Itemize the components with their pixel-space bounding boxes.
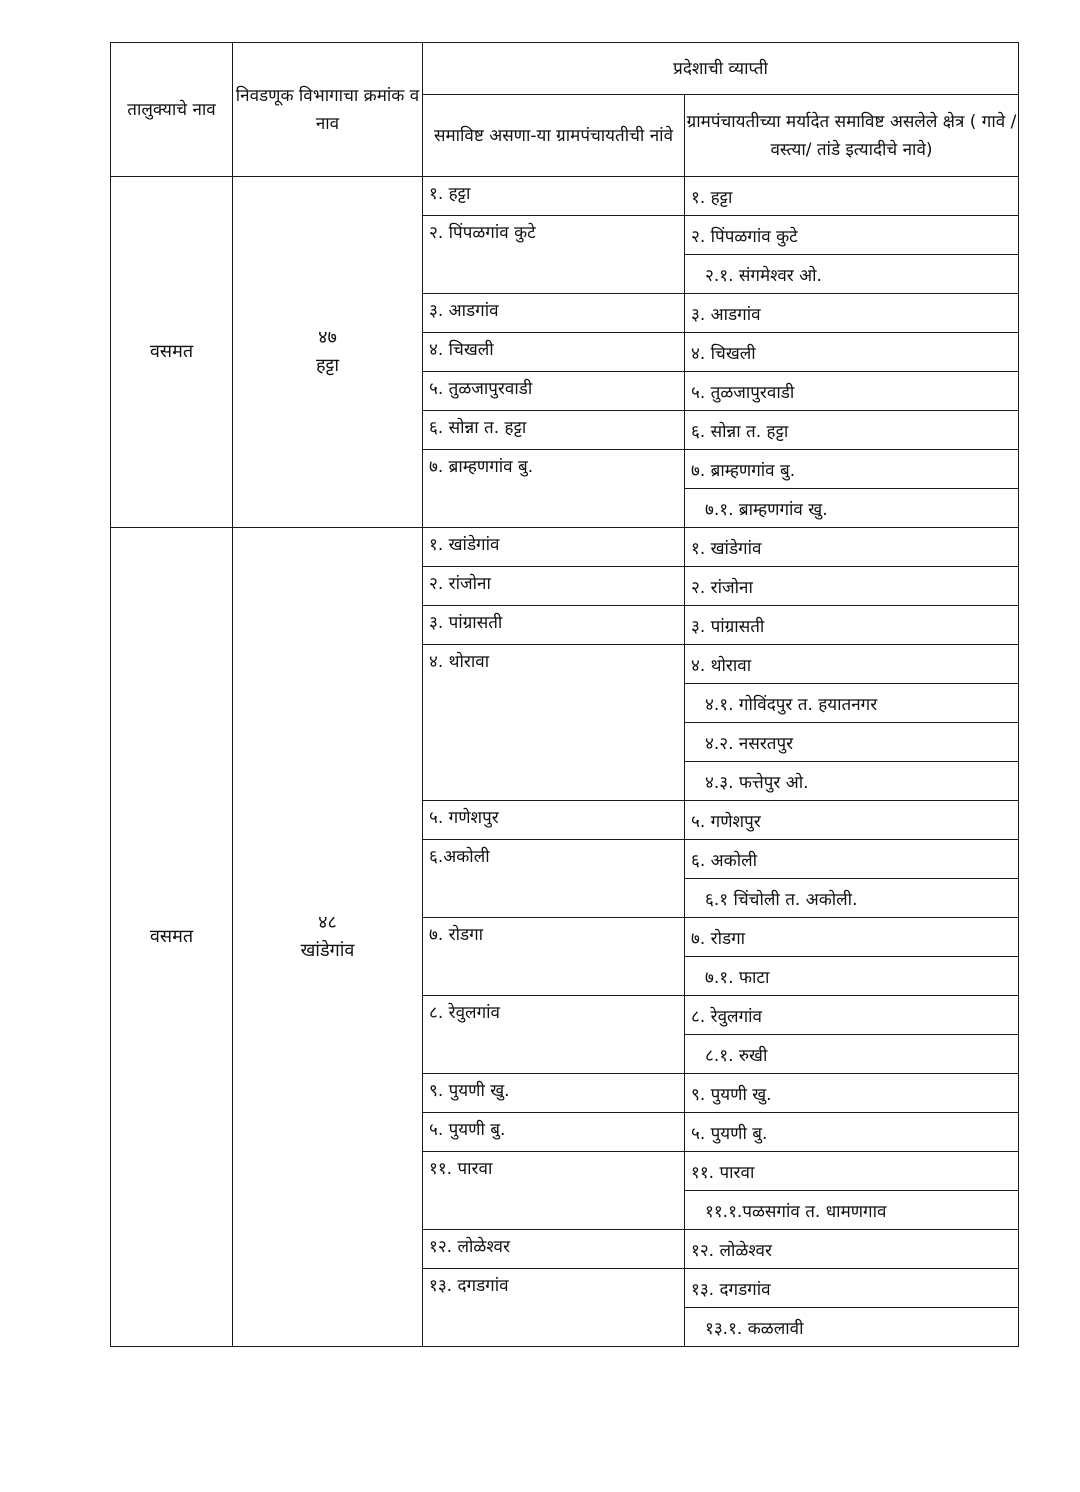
gram-panchayat-cell: १. हट्टा <box>423 177 685 216</box>
area-cell: १३. दगडगांव <box>685 1269 1019 1308</box>
header-division: निवडणूक विभागाचा क्रमांक व नाव <box>233 43 423 177</box>
gram-panchayat-cell: ५. पुयणी बु. <box>423 1113 685 1152</box>
header-taluka: तालुक्याचे नाव <box>111 43 233 177</box>
area-cell: ४.२. नसरतपुर <box>685 723 1019 762</box>
area-cell: १३.१. कळलावी <box>685 1308 1019 1347</box>
area-cell: १. खांडेगांव <box>685 528 1019 567</box>
gram-panchayat-cell: ७. रोडगा <box>423 918 685 996</box>
area-cell: ३. आडगांव <box>685 294 1019 333</box>
area-cell: ४. थोरावा <box>685 645 1019 684</box>
area-cell: ६. अकोली <box>685 840 1019 879</box>
area-cell: ११. पारवा <box>685 1152 1019 1191</box>
gram-panchayat-cell: ५. गणेशपुर <box>423 801 685 840</box>
taluka-name: वसमत <box>149 926 194 947</box>
area-cell: ५. तुळजापुरवाडी <box>685 372 1019 411</box>
area-cell: ६. सोन्ना त. हट्टा <box>685 411 1019 450</box>
area-cell: २. रांजोना <box>685 567 1019 606</box>
gram-panchayat-cell: ९. पुयणी खु. <box>423 1074 685 1113</box>
table-row <box>111 177 1019 216</box>
gram-panchayat-cell: ३. आडगांव <box>423 294 685 333</box>
area-cell: ७. ब्राम्हणगांव बु. <box>685 450 1019 489</box>
area-cell: ७.१. ब्राम्हणगांव खु. <box>685 489 1019 528</box>
division-name: हट्टा <box>315 355 340 376</box>
gram-panchayat-cell: १३. दगडगांव <box>423 1269 685 1347</box>
gram-panchayat-cell: ४. थोरावा <box>423 645 685 801</box>
area-cell: ५. गणेशपुर <box>685 801 1019 840</box>
taluka-name: वसमत <box>149 341 194 362</box>
area-cell: ७. रोडगा <box>685 918 1019 957</box>
gram-panchayat-cell: २. पिंपळगांव कुटे <box>423 216 685 294</box>
gram-panchayat-cell: ६.अकोली <box>423 840 685 918</box>
area-cell: ५. पुयणी बु. <box>685 1113 1019 1152</box>
area-cell: ८. रेवुलगांव <box>685 996 1019 1035</box>
gram-panchayat-cell: ४. चिखली <box>423 333 685 372</box>
area-cell: ४.३. फत्तेपुर ओ. <box>685 762 1019 801</box>
table-body <box>111 177 1019 1347</box>
area-cell: ३. पांग्रासती <box>685 606 1019 645</box>
taluka-cell <box>111 528 233 1347</box>
gram-panchayat-cell: ३. पांग्रासती <box>423 606 685 645</box>
area-cell: ८.१. रुखी <box>685 1035 1019 1074</box>
gram-panchayat-cell: २. रांजोना <box>423 567 685 606</box>
area-cell: १२. लोळेश्वर <box>685 1230 1019 1269</box>
taluka-cell <box>111 177 233 528</box>
header-gram-panchayats: समाविष्ट असणा-या ग्रामपंचायतीची नांवे <box>423 95 685 177</box>
area-cell: ७.१. फाटा <box>685 957 1019 996</box>
header-extent: प्रदेशाची व्याप्ती <box>423 43 1019 95</box>
area-cell: ६.१ चिंचोली त. अकोली. <box>685 879 1019 918</box>
division-number: ४७ <box>318 327 337 348</box>
area-cell: १. हट्टा <box>685 177 1019 216</box>
table-row <box>111 528 1019 567</box>
area-cell: ९. पुयणी खु. <box>685 1074 1019 1113</box>
gram-panchayat-cell: ८. रेवुलगांव <box>423 996 685 1074</box>
gram-panchayat-cell: १. खांडेगांव <box>423 528 685 567</box>
area-cell: २. पिंपळगांव कुटे <box>685 216 1019 255</box>
area-cell: ४. चिखली <box>685 333 1019 372</box>
gram-panchayat-cell: १२. लोळेश्वर <box>423 1230 685 1269</box>
division-name: खांडेगांव <box>300 940 355 961</box>
constituency-table <box>110 42 1019 1347</box>
gram-panchayat-cell: ५. तुळजापुरवाडी <box>423 372 685 411</box>
area-cell: ४.१. गोविंदपुर त. हयातनगर <box>685 684 1019 723</box>
division-cell <box>233 177 423 528</box>
gram-panchayat-cell: ११. पारवा <box>423 1152 685 1230</box>
area-cell: २.१. संगमेश्वर ओ. <box>685 255 1019 294</box>
gram-panchayat-cell: ६. सोन्ना त. हट्टा <box>423 411 685 450</box>
area-cell: ११.१.पळसगांव त. धामणगाव <box>685 1191 1019 1230</box>
division-cell <box>233 528 423 1347</box>
header-areas: ग्रामपंचायतीच्या मर्यादेत समाविष्ट असलेले क्षेत्र ( गावे / वस्त्या/ तांडे इत्यादीचे नावे) <box>685 95 1019 177</box>
division-number: ४८ <box>318 912 337 933</box>
gram-panchayat-cell: ७. ब्राम्हणगांव बु. <box>423 450 685 528</box>
